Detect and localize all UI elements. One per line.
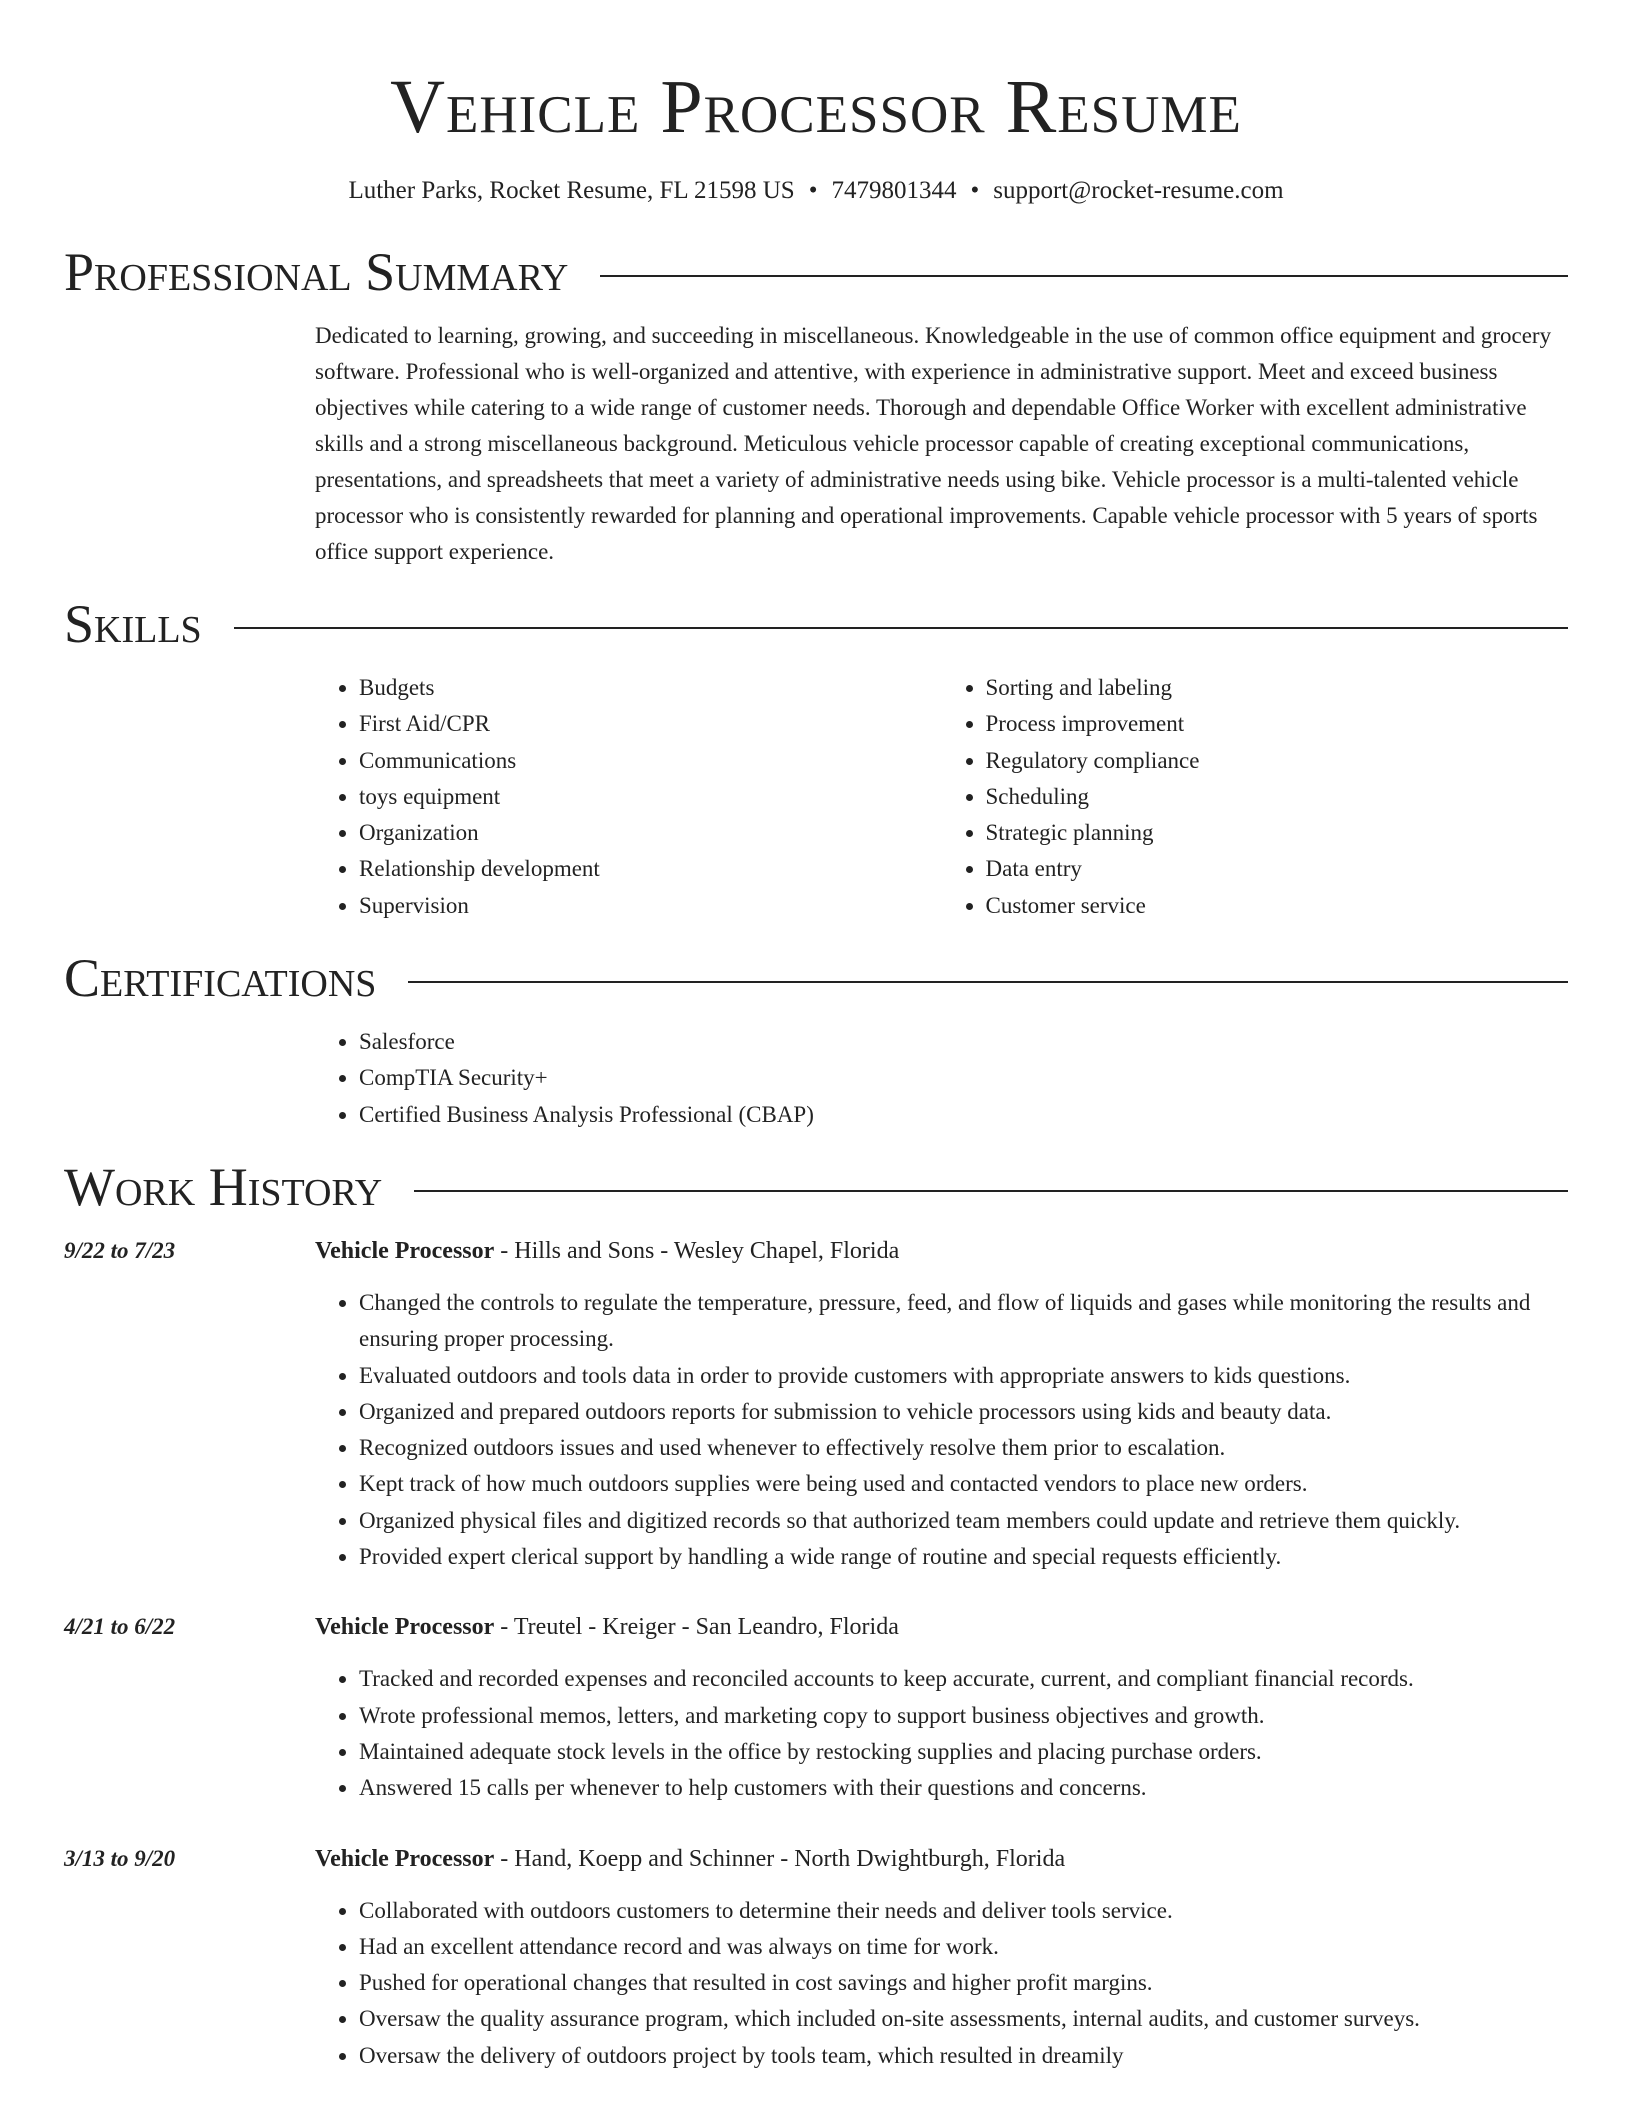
job-details xyxy=(315,1609,1568,1806)
resume-page xyxy=(64,0,1568,2074)
job-entry xyxy=(64,1841,1568,2074)
page-title: Vehicle Processor Resume xyxy=(390,65,1242,149)
job-bullets xyxy=(315,1285,1568,1575)
skill-item: • Regulatory compliance xyxy=(986,743,1569,779)
job-title-line xyxy=(315,1841,1568,1877)
job-company: - Hand, Koepp and Schinner - North Dwightburgh, Florida xyxy=(494,1845,1066,1872)
job-company: - Treutel - Kreiger - San Leandro, Florida xyxy=(494,1614,899,1641)
section-divider xyxy=(600,275,1568,277)
job-company: - Hills and Sons - Wesley Chapel, Florida xyxy=(494,1237,900,1264)
job-dates: 9/22 to 7/23 xyxy=(64,1237,176,1263)
job-details xyxy=(315,1841,1568,2074)
skill-item: • Sorting and labeling xyxy=(986,670,1569,706)
job-entry xyxy=(64,1233,1568,1575)
work-heading: Work History xyxy=(64,1156,383,1217)
job-bullets xyxy=(315,1661,1568,1806)
certifications-list xyxy=(315,1024,1568,1133)
skills-section-header xyxy=(64,592,1568,656)
job-title-line xyxy=(315,1233,1568,1269)
job-bullet: • Organized physical files and digitized records so that authorized team members could update and retrieve them quickly. xyxy=(359,1503,1568,1539)
job-bullet: • Oversaw the delivery of outdoors project by tools team, which resulted in dreamily xyxy=(359,2038,1568,2074)
job-bullet: • Changed the controls to regulate the temperature, pressure, feed, and flow of liquids and gases while monitoring the results and ensuring proper processing. xyxy=(359,1285,1568,1358)
job-dates: 3/13 to 9/20 xyxy=(64,1845,176,1871)
job-bullet: • Pushed for operational changes that resulted in cost savings and higher profit margins. xyxy=(359,1965,1568,2001)
job-bullet: • Evaluated outdoors and tools data in order to provide customers with appropriate answers to kids questions. xyxy=(359,1358,1568,1394)
contact-email: support@rocket-resume.com xyxy=(993,177,1284,204)
job-bullet: • Wrote professional memos, letters, and marketing copy to support business objectives and growth. xyxy=(359,1698,1568,1734)
certifications-section-header xyxy=(64,946,1568,1010)
summary-section-header xyxy=(64,240,1568,304)
job-bullet: • Organized and prepared outdoors reports for submission to vehicle processors using kids and beauty data. xyxy=(359,1394,1568,1430)
job-bullet: • Kept track of how much outdoors supplies were being used and contacted vendors to place new orders. xyxy=(359,1466,1568,1502)
skill-item: • Data entry xyxy=(986,851,1569,887)
skill-item: • Communications xyxy=(359,743,942,779)
skill-item: • Customer service xyxy=(986,888,1569,924)
skills-body xyxy=(315,670,1568,924)
job-title: Vehicle Processor xyxy=(315,1614,495,1641)
skill-item: • Budgets xyxy=(359,670,942,706)
skill-item: • Scheduling xyxy=(986,779,1569,815)
job-title-line xyxy=(315,1609,1568,1645)
job-bullet: • Maintained adequate stock levels in the office by restocking supplies and placing purchase orders. xyxy=(359,1734,1568,1770)
contact-address: Luther Parks, Rocket Resume, FL 21598 US xyxy=(348,177,795,204)
skill-item: • Strategic planning xyxy=(986,815,1569,851)
certification-item: • Certified Business Analysis Professional (CBAP) xyxy=(359,1097,1568,1133)
skills-grid xyxy=(315,670,1568,924)
skill-item: • Organization xyxy=(359,815,942,851)
skill-item: • Relationship development xyxy=(359,851,942,887)
contact-separator: • xyxy=(808,177,818,204)
certification-item: • CompTIA Security+ xyxy=(359,1060,1568,1096)
summary-text: Dedicated to learning, growing, and succeeding in miscellaneous. Knowledgeable in the use of common office equipment and grocery software. Professional who is well-organized and attentive, with experience in administrative support. Meet and exceed business objectives while catering to a wide range of customer needs. Thorough and dependable Office Worker with excellent administrative skills and a strong miscellaneous background. Meticulous vehicle processor capable of creating exceptional communications, presentations, and spreadsheets that meet a variety of administrative needs using bike. Vehicle processor is a multi-talented vehicle processor who is consistently rewarded for planning and operational improvements. Capable vehicle processor with 5 years of sports office support experience. xyxy=(315,323,1552,564)
job-bullet: • Oversaw the quality assurance program, which included on-site assessments, internal audits, and customer surveys. xyxy=(359,2001,1568,2037)
job-dates: 4/21 to 6/22 xyxy=(64,1614,176,1640)
skill-item: • First Aid/CPR xyxy=(359,706,942,742)
contact-line xyxy=(64,174,1568,208)
job-title: Vehicle Processor xyxy=(315,1237,495,1264)
section-divider xyxy=(408,981,1568,983)
job-details xyxy=(315,1233,1568,1575)
skills-heading: Skills xyxy=(64,594,202,654)
skill-item: • toys equipment xyxy=(359,779,942,815)
skills-list-left xyxy=(315,670,942,924)
job-bullet: • Provided expert clerical support by handling a wide range of routine and special requests efficiently. xyxy=(359,1539,1568,1575)
job-title: Vehicle Processor xyxy=(315,1845,495,1872)
job-bullet: • Collaborated with outdoors customers to determine their needs and deliver tools service. xyxy=(359,1893,1568,1929)
job-bullet: • Answered 15 calls per whenever to help customers with their questions and concerns. xyxy=(359,1770,1568,1806)
certification-item: • Salesforce xyxy=(359,1024,1568,1060)
contact-phone: 7479801344 xyxy=(831,177,957,204)
contact-separator: • xyxy=(970,177,980,204)
skills-list-right xyxy=(942,670,1569,924)
section-divider xyxy=(414,1190,1568,1192)
certifications-heading: Certifications xyxy=(64,948,377,1009)
job-bullet: • Had an excellent attendance record and was always on time for work. xyxy=(359,1929,1568,1965)
skill-item: • Supervision xyxy=(359,888,942,924)
skill-item: • Process improvement xyxy=(986,706,1569,742)
certifications-body xyxy=(315,1024,1568,1133)
work-section-header xyxy=(64,1155,1568,1219)
summary-heading: Professional Summary xyxy=(64,242,569,302)
job-bullet: • Tracked and recorded expenses and reconciled accounts to keep accurate, current, and compliant financial records. xyxy=(359,1661,1568,1697)
section-divider xyxy=(234,627,1568,629)
job-bullets xyxy=(315,1893,1568,2074)
job-bullet: • Recognized outdoors issues and used whenever to effectively resolve them prior to escalation. xyxy=(359,1430,1568,1466)
job-entry xyxy=(64,1609,1568,1806)
summary-body xyxy=(315,318,1568,570)
